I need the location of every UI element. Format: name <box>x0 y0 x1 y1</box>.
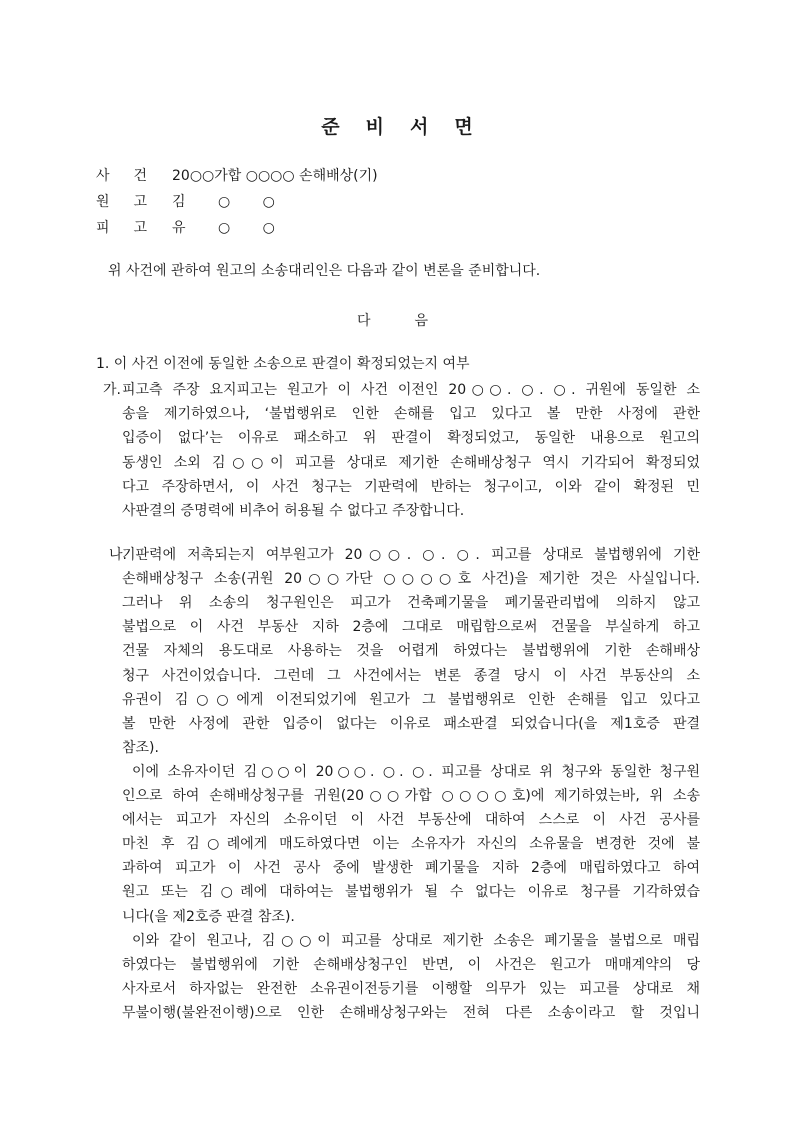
item-ga-marker: 가. <box>103 382 121 398</box>
defendant-label: 피고 <box>96 220 172 236</box>
text-line: 기판력에 저촉되는지 여부원고가 20○○. ○. ○. 피고를 상대로 불법행위에 기한 <box>122 547 700 563</box>
text-line: 과하여 피고가 이 사건 공사 중에 발생한 폐기물을 지하 2층에 매립하였다고 하여 <box>122 860 700 877</box>
plaintiff-row <box>96 191 289 211</box>
document-title: 준비서면 <box>321 116 499 138</box>
text-line: 하였다는 불법행위에 기한 손해배상청구인 반면, 이 사건은 원고가 매매계약의 당 <box>122 956 700 973</box>
item-na-marker: 나. <box>109 547 127 563</box>
defendant-name: 유 ○ ○ <box>172 220 289 236</box>
text-line: 마친 후 김○례에게 매도하였다면 이는 소유자가 자신의 소유물을 변경한 것에 불 <box>122 836 700 853</box>
text-line: 입증이 없다’는 이유로 패소하고 위 판결이 확정되었고, 동일한 내용으로 원고의 <box>122 430 700 447</box>
text-line: 참조). <box>122 739 159 756</box>
text-line: 사판결의 증명력에 비추어 허용될 수 없다고 주장합니다. <box>122 503 465 519</box>
plaintiff-name: 김 ○ ○ <box>172 194 289 210</box>
intro-paragraph: 위 사건에 관하여 원고의 소송대리인은 다음과 같이 변론을 준비합니다. <box>108 263 541 279</box>
text-line: 동생인 소외 김○○이 피고를 상대로 제기한 손해배상청구 역시 기각되어 확정되었 <box>122 454 700 471</box>
section-1-heading: 1. 이 사건 이전에 동일한 소송으로 판결이 확정되었는지 여부 <box>96 356 470 372</box>
case-label: 사건 <box>96 168 172 184</box>
text-line: 이와 같이 원고나, 김○○이 피고를 상대로 제기한 소송은 폐기물을 불법으로 매립 <box>132 932 700 949</box>
text-line: 무불이행(불완전이행)으로 인한 손해배상청구와는 전혀 다른 소송이라고 할 것입니 <box>122 1004 700 1021</box>
text-line: 이에 소유자이던 김○○이 20○○. ○. ○. 피고를 상대로 위 청구와 동일한 청구원 <box>132 763 700 780</box>
text-line: 송을 제기하였으나, ‘불법행위로 인한 손해를 입고 있다고 볼 만한 사정에 관한 <box>122 406 700 423</box>
text-line: 인으로 하여 손해배상청구를 귀원(20○○가합 ○○○○호)에 제기하였는바, 위 소송 <box>122 788 700 804</box>
case-value: 20○○가합 ○○○○ 손해배상(기) <box>172 168 378 184</box>
dadum-heading: 다음 <box>357 313 473 329</box>
text-line: 에서는 피고가 자신의 소유이던 이 사건 부동산에 대하여 스스로 이 사건 공사를 <box>122 812 700 829</box>
case-number-row <box>96 165 378 185</box>
text-line: 건물 자체의 용도대로 사용하는 것을 어렵게 하였다는 불법행위에 기한 손해배상 <box>122 643 700 660</box>
text-line: 그러나 위 소송의 청구원인은 피고가 건축폐기물을 폐기물관리법에 의하지 않고 <box>122 595 700 612</box>
text-line: 피고측 주장 요지피고는 원고가 이 사건 이전인 20○○. ○. ○. 귀원에 동일한 소 <box>122 382 700 398</box>
text-line: 손해배상청구 소송(귀원 20○○가단 ○○○○호 사건)을 제기한 것은 사실입니다. <box>122 571 700 588</box>
text-line: 다고 주장하면서, 이 사건 청구는 기판력에 반하는 청구이고, 이와 같이 확정된 민 <box>122 478 700 495</box>
text-line: 불법으로 이 사건 부동산 지하 2층에 그대로 매립함으로써 건물을 부실하게 하고 <box>122 619 700 636</box>
defendant-row <box>96 217 289 237</box>
text-line: 청구 사건이었습니다. 그런데 그 사건에서는 변론 종결 당시 이 사건 부동산의 소 <box>122 667 700 684</box>
plaintiff-label: 원고 <box>96 194 172 210</box>
text-line: 원고 또는 김○례에 대하여는 불법행위가 될 수 없다는 이유로 청구를 기각하였습 <box>122 884 700 901</box>
text-line: 유권이 김○○에게 이전되었기에 원고가 그 불법행위로 인한 손해를 입고 있다고 <box>122 691 700 708</box>
text-line: 니다(을 제2호증 판결 참조). <box>122 908 295 925</box>
text-line: 볼 만한 사정에 관한 입증이 없다는 이유로 패소판결 되었습니다(을 제1호증 판결 <box>122 715 700 732</box>
text-line: 사자로서 하자없는 완전한 소유권이전등기를 이행할 의무가 있는 피고를 상대로 채 <box>122 980 700 997</box>
